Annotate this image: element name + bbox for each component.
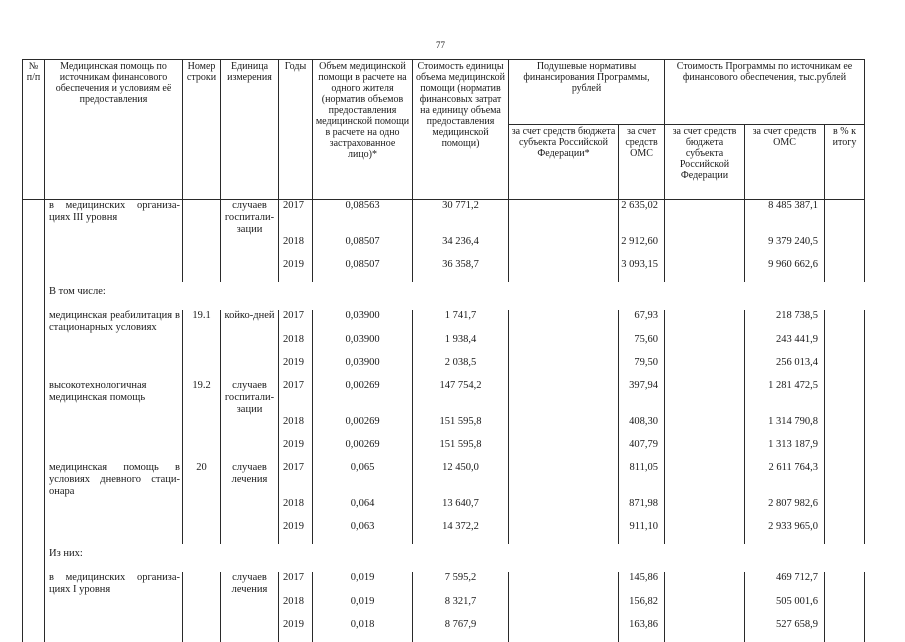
row-cp-percent <box>825 380 865 416</box>
row-year: 2017 <box>279 310 313 334</box>
row-cp-percent <box>825 498 865 521</box>
row-cp-percent <box>825 462 865 498</box>
row-volume: 0,08507 <box>313 236 413 259</box>
row-unit: случаев госпитали-зации <box>221 380 279 416</box>
row-volume: 0,018 <box>313 619 413 642</box>
row-volume: 0,00269 <box>313 416 413 439</box>
row-unit <box>221 236 279 259</box>
row-unit-cost: 14 372,2 <box>413 521 509 544</box>
row-year: 2017 <box>279 380 313 416</box>
cell-empty <box>23 282 45 310</box>
row-label: в медицинских организа-циях I уровня <box>45 572 183 596</box>
row-pc-budget <box>509 380 619 416</box>
row-cp-percent <box>825 200 865 237</box>
table-row <box>23 416 865 439</box>
row-unit-cost: 8 321,7 <box>413 596 509 619</box>
row-unit <box>221 619 279 642</box>
row-pc-oms: 408,30 <box>619 416 665 439</box>
row-num <box>23 619 45 642</box>
row-unit <box>221 521 279 544</box>
row-unit-cost: 7 595,2 <box>413 572 509 596</box>
row-num <box>23 596 45 619</box>
row-num <box>23 439 45 462</box>
section-label: В том числе: <box>45 282 865 310</box>
row-unit-cost: 34 236,4 <box>413 236 509 259</box>
row-cp-percent <box>825 236 865 259</box>
row-pc-budget <box>509 310 619 334</box>
row-unit <box>221 357 279 380</box>
row-pc-oms: 2 912,60 <box>619 236 665 259</box>
row-cp-oms: 8 485 387,1 <box>745 200 825 237</box>
row-cp-percent <box>825 310 865 334</box>
row-pc-budget <box>509 521 619 544</box>
row-pc-budget <box>509 236 619 259</box>
table-body <box>23 200 865 642</box>
row-year: 2019 <box>279 521 313 544</box>
row-cp-budget <box>665 572 745 596</box>
row-line-number <box>183 259 221 282</box>
row-unit-cost: 1 938,4 <box>413 334 509 357</box>
row-unit-cost: 36 358,7 <box>413 259 509 282</box>
row-year: 2019 <box>279 619 313 642</box>
row-pc-oms: 397,94 <box>619 380 665 416</box>
row-cp-oms: 469 712,7 <box>745 572 825 596</box>
row-pc-oms: 3 093,15 <box>619 259 665 282</box>
row-cp-oms: 1 314 790,8 <box>745 416 825 439</box>
row-line-number <box>183 572 221 596</box>
row-label <box>45 521 183 544</box>
row-cp-budget <box>665 380 745 416</box>
row-pc-oms: 163,86 <box>619 619 665 642</box>
row-pc-budget <box>509 462 619 498</box>
row-year: 2019 <box>279 439 313 462</box>
row-cp-budget <box>665 416 745 439</box>
row-unit-cost: 2 038,5 <box>413 357 509 380</box>
table-row <box>23 462 865 498</box>
row-line-number <box>183 334 221 357</box>
row-num <box>23 357 45 380</box>
row-num <box>23 310 45 334</box>
row-pc-oms: 811,05 <box>619 462 665 498</box>
row-label <box>45 334 183 357</box>
table-row <box>23 200 865 237</box>
section-label: Из них: <box>45 544 865 572</box>
row-pc-budget <box>509 498 619 521</box>
row-volume: 0,064 <box>313 498 413 521</box>
row-unit-cost: 8 767,9 <box>413 619 509 642</box>
row-line-number <box>183 439 221 462</box>
row-line-number <box>183 200 221 237</box>
row-line-number: 20 <box>183 462 221 498</box>
row-cp-budget <box>665 357 745 380</box>
row-year: 2019 <box>279 259 313 282</box>
row-line-number <box>183 521 221 544</box>
row-year: 2018 <box>279 236 313 259</box>
table-header <box>23 60 865 200</box>
table-row <box>23 498 865 521</box>
header-pc-budget: за счет средств бюджета субъекта Российской Федерации* <box>509 125 619 200</box>
row-cp-percent <box>825 619 865 642</box>
table-row <box>23 521 865 544</box>
row-cp-budget <box>665 236 745 259</box>
row-volume: 0,03900 <box>313 357 413 380</box>
row-line-number <box>183 236 221 259</box>
row-pc-oms: 67,93 <box>619 310 665 334</box>
table-row <box>23 357 865 380</box>
row-num <box>23 416 45 439</box>
row-cp-oms: 2 933 965,0 <box>745 521 825 544</box>
row-unit: случаев лечения <box>221 462 279 498</box>
row-cp-oms: 527 658,9 <box>745 619 825 642</box>
row-pc-budget <box>509 416 619 439</box>
program-cost-table <box>22 59 865 642</box>
row-num <box>23 462 45 498</box>
row-unit: койко-дней <box>221 310 279 334</box>
row-cp-percent <box>825 259 865 282</box>
row-volume: 0,03900 <box>313 310 413 334</box>
row-unit-cost: 1 741,7 <box>413 310 509 334</box>
row-year: 2018 <box>279 596 313 619</box>
row-volume: 0,08563 <box>313 200 413 237</box>
row-year: 2017 <box>279 572 313 596</box>
row-num <box>23 334 45 357</box>
row-label <box>45 259 183 282</box>
row-volume: 0,019 <box>313 572 413 596</box>
row-label <box>45 439 183 462</box>
row-pc-budget <box>509 439 619 462</box>
row-cp-budget <box>665 521 745 544</box>
row-num <box>23 498 45 521</box>
row-unit-cost: 12 450,0 <box>413 462 509 498</box>
row-label <box>45 236 183 259</box>
table-row <box>23 380 865 416</box>
row-unit-cost: 30 771,2 <box>413 200 509 237</box>
row-cp-budget <box>665 200 745 237</box>
row-label: высокотехнологичная медицинская помощь <box>45 380 183 416</box>
row-cp-oms: 9 379 240,5 <box>745 236 825 259</box>
row-unit: случаев лечения <box>221 572 279 596</box>
header-per-capita-group: Подушевые нормативы финансирования Программы, рублей <box>509 60 665 125</box>
row-num <box>23 521 45 544</box>
table-row <box>23 259 865 282</box>
row-cp-percent <box>825 334 865 357</box>
row-year: 2018 <box>279 416 313 439</box>
table-row <box>23 236 865 259</box>
cell-empty <box>23 544 45 572</box>
row-unit-cost: 13 640,7 <box>413 498 509 521</box>
row-cp-percent <box>825 357 865 380</box>
row-volume: 0,063 <box>313 521 413 544</box>
row-unit <box>221 596 279 619</box>
row-unit <box>221 439 279 462</box>
row-cp-budget <box>665 334 745 357</box>
section-row <box>23 282 865 310</box>
row-num <box>23 572 45 596</box>
header-cp-oms: за счет средств ОМС <box>745 125 825 200</box>
table-row <box>23 572 865 596</box>
row-volume: 0,08507 <box>313 259 413 282</box>
row-unit <box>221 334 279 357</box>
header-unit: Единица измерения <box>221 60 279 200</box>
row-cp-oms: 9 960 662,6 <box>745 259 825 282</box>
row-cp-percent <box>825 416 865 439</box>
row-pc-budget <box>509 596 619 619</box>
row-cp-oms: 218 738,5 <box>745 310 825 334</box>
row-volume: 0,019 <box>313 596 413 619</box>
header-cp-budget: за счет средств бюджета субъекта Российской Федерации <box>665 125 745 200</box>
row-unit <box>221 259 279 282</box>
row-pc-oms: 145,86 <box>619 572 665 596</box>
row-label <box>45 498 183 521</box>
row-unit-cost: 147 754,2 <box>413 380 509 416</box>
row-label: медицинская реабилитация в стационарных условиях <box>45 310 183 334</box>
header-volume: Объем медицинской помощи в расчете на одного жителя (норматив объемов предоставления медицинской помощи в расчете на одно застрахованное лицо)* <box>313 60 413 200</box>
row-pc-oms: 2 635,02 <box>619 200 665 237</box>
row-label <box>45 416 183 439</box>
row-line-number <box>183 416 221 439</box>
row-volume: 0,00269 <box>313 380 413 416</box>
row-line-number <box>183 596 221 619</box>
row-pc-oms: 79,50 <box>619 357 665 380</box>
row-year: 2018 <box>279 334 313 357</box>
row-label: медицинская помощь в условиях дневного стаци-онара <box>45 462 183 498</box>
row-pc-oms: 75,60 <box>619 334 665 357</box>
header-num: № п/п <box>23 60 45 200</box>
header-care-type: Медицинская помощь по источникам финансового обеспечения и условиям её предоставления <box>45 60 183 200</box>
row-num <box>23 236 45 259</box>
row-volume: 0,00269 <box>313 439 413 462</box>
header-cp-percent: в % к итогу <box>825 125 865 200</box>
header-years: Годы <box>279 60 313 200</box>
row-cp-oms: 505 001,6 <box>745 596 825 619</box>
row-pc-budget <box>509 357 619 380</box>
row-pc-oms: 407,79 <box>619 439 665 462</box>
row-label <box>45 357 183 380</box>
row-unit <box>221 498 279 521</box>
row-cp-oms: 1 313 187,9 <box>745 439 825 462</box>
row-cp-oms: 2 807 982,6 <box>745 498 825 521</box>
row-label: в медицинских организа-циях III уровня <box>45 200 183 237</box>
row-unit <box>221 416 279 439</box>
row-label <box>45 619 183 642</box>
row-year: 2017 <box>279 462 313 498</box>
row-pc-budget <box>509 572 619 596</box>
row-year: 2017 <box>279 200 313 237</box>
section-row <box>23 544 865 572</box>
row-line-number <box>183 357 221 380</box>
row-unit-cost: 151 595,8 <box>413 416 509 439</box>
row-cp-budget <box>665 596 745 619</box>
row-num <box>23 259 45 282</box>
row-line-number: 19.1 <box>183 310 221 334</box>
header-line-number: Номер строки <box>183 60 221 200</box>
row-unit-cost: 151 595,8 <box>413 439 509 462</box>
table-row <box>23 439 865 462</box>
row-line-number <box>183 498 221 521</box>
table-row <box>23 619 865 642</box>
row-year: 2018 <box>279 498 313 521</box>
row-cp-oms: 243 441,9 <box>745 334 825 357</box>
row-cp-budget <box>665 259 745 282</box>
row-num <box>23 380 45 416</box>
row-cp-percent <box>825 572 865 596</box>
row-year: 2019 <box>279 357 313 380</box>
row-pc-budget <box>509 200 619 237</box>
row-cp-percent <box>825 439 865 462</box>
row-cp-budget <box>665 439 745 462</box>
row-cp-budget <box>665 310 745 334</box>
row-num <box>23 200 45 237</box>
row-unit: случаев госпитали-зации <box>221 200 279 237</box>
row-pc-oms: 911,10 <box>619 521 665 544</box>
row-cp-percent <box>825 521 865 544</box>
row-cp-oms: 1 281 472,5 <box>745 380 825 416</box>
table-row <box>23 596 865 619</box>
row-label <box>45 596 183 619</box>
row-volume: 0,065 <box>313 462 413 498</box>
header-program-cost-group: Стоимость Программы по источникам ее финансового обеспечения, тыс.рублей <box>665 60 865 125</box>
table-row <box>23 334 865 357</box>
row-pc-budget <box>509 334 619 357</box>
page-number: 77 <box>436 40 445 50</box>
row-cp-percent <box>825 596 865 619</box>
row-cp-budget <box>665 619 745 642</box>
row-pc-budget <box>509 259 619 282</box>
table-row <box>23 310 865 334</box>
row-pc-oms: 156,82 <box>619 596 665 619</box>
row-cp-oms: 2 611 764,3 <box>745 462 825 498</box>
row-line-number <box>183 619 221 642</box>
row-cp-budget <box>665 462 745 498</box>
row-cp-oms: 256 013,4 <box>745 357 825 380</box>
row-cp-budget <box>665 498 745 521</box>
header-unit-cost: Стоимость единицы объема медицинской помощи (норматив финансовых затрат на единицу объема предоставления медицинской помощи) <box>413 60 509 200</box>
row-line-number: 19.2 <box>183 380 221 416</box>
header-pc-oms: за счет средств ОМС <box>619 125 665 200</box>
row-volume: 0,03900 <box>313 334 413 357</box>
row-pc-budget <box>509 619 619 642</box>
row-pc-oms: 871,98 <box>619 498 665 521</box>
